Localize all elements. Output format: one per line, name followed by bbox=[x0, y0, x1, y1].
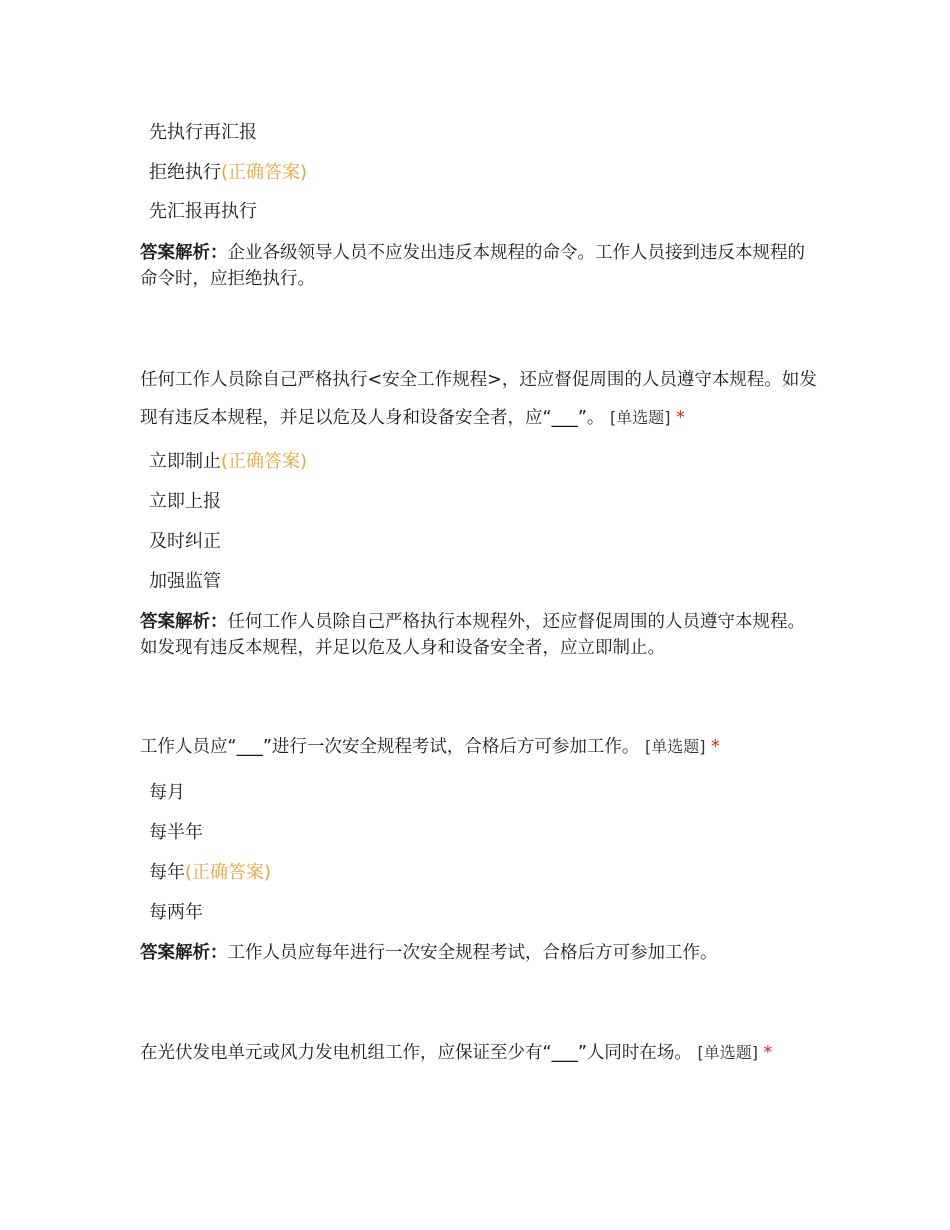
question-2 bbox=[140, 361, 830, 437]
correct-answer-label: (正确答案) bbox=[221, 451, 308, 472]
option-3d: 每两年 bbox=[149, 902, 203, 923]
option-3b: 每半年 bbox=[149, 822, 203, 843]
option-3c: 每年(正确答案) bbox=[149, 862, 272, 883]
required-mark: * bbox=[676, 408, 685, 428]
answer-explanation-2: 答案解析：任何工作人员除自己严格执行本规程外，还应督促周围的人员遵守本规程。如发现有违反本规程，并足以危及人身和设备安全者，应立即制止。 bbox=[140, 612, 805, 658]
option-2b: 立即上报 bbox=[149, 491, 221, 512]
option-2c: 及时纠正 bbox=[149, 531, 221, 552]
explanation-label: 答案解析： bbox=[140, 612, 228, 632]
explanation-label: 答案解析： bbox=[140, 243, 228, 263]
question-text: 工作人员应“___”进行一次安全规程考试，合格后方可参加工作。 bbox=[140, 737, 640, 757]
question-text: 任何工作人员除自己严格执行<安全工作规程>，还应督促周围的人员遵守本规程。如发现有违反本规程，并足以危及人身和设备安全者，应“___”。 bbox=[140, 370, 817, 428]
option-1c: 先汇报再执行 bbox=[149, 201, 257, 222]
option-3a: 每月 bbox=[149, 782, 185, 803]
answer-explanation-3: 答案解析：工作人员应每年进行一次安全规程考试，合格后方可参加工作。 bbox=[140, 943, 718, 963]
option-2a: 立即制止(正确答案) bbox=[149, 451, 308, 472]
option-1b: 拒绝执行(正确答案) bbox=[149, 162, 308, 183]
question-type-tag: [单选题] bbox=[644, 737, 706, 756]
question-text: 在光伏发电单元或风力发电机组工作，应保证至少有“___”人同时在场。 bbox=[140, 1043, 692, 1063]
question-3 bbox=[140, 728, 830, 766]
answer-explanation-1: 答案解析：企业各级领导人员不应发出违反本规程的命令。工作人员接到违反本规程的命令时，应拒绝执行。 bbox=[140, 243, 805, 289]
question-4 bbox=[140, 1034, 810, 1072]
question-type-tag: [单选题] bbox=[609, 408, 671, 427]
option-1a: 先执行再汇报 bbox=[149, 122, 257, 143]
correct-answer-label: (正确答案) bbox=[185, 862, 272, 883]
option-2d: 加强监管 bbox=[149, 571, 221, 592]
required-mark: * bbox=[763, 1043, 773, 1063]
explanation-label: 答案解析： bbox=[140, 943, 228, 963]
correct-answer-label: (正确答案) bbox=[221, 162, 308, 183]
required-mark: * bbox=[711, 737, 720, 757]
question-type-tag: [单选题] bbox=[697, 1043, 758, 1062]
